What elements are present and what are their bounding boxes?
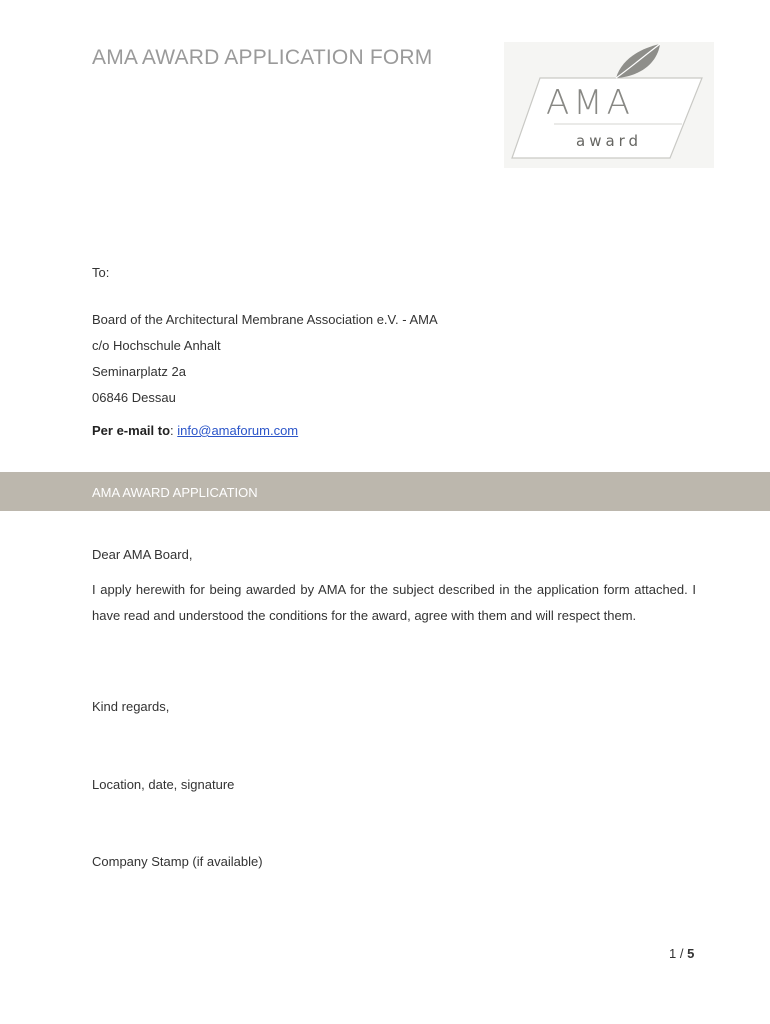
email-row [92, 423, 298, 438]
stamp-label: Company Stamp (if available) [92, 854, 263, 869]
signature-label: Location, date, signature [92, 777, 235, 792]
email-separator: : [170, 423, 174, 438]
svg-text:AMA: AMA [546, 83, 634, 123]
to-label: To: [92, 265, 110, 280]
email-label: Per e-mail to [92, 423, 171, 438]
page-separator: / [676, 946, 688, 961]
banner-title: AMA AWARD APPLICATION [92, 485, 258, 500]
recipient-line: Board of the Architectural Membrane Association e.V. - AMA [92, 312, 438, 327]
svg-text:award: award [576, 132, 643, 150]
email-link[interactable]: info@amaforum.com [177, 423, 299, 438]
recipient-line: 06846 Dessau [92, 390, 176, 405]
total-pages: 5 [687, 946, 695, 961]
ama-award-logo [504, 42, 714, 168]
section-banner [0, 472, 770, 511]
page-number [669, 946, 694, 961]
greeting: Dear AMA Board, [92, 547, 193, 562]
closing: Kind regards, [92, 699, 170, 714]
page-title: AMA AWARD APPLICATION FORM [92, 46, 433, 69]
letter-body: I apply herewith for being awarded by AMA for the subject described in the application form attached. I have read and understood the conditions for the award, agree with them and will respect them. [92, 582, 696, 623]
recipient-line: c/o Hochschule Anhalt [92, 338, 221, 353]
recipient-line: Seminarplatz 2a [92, 364, 186, 379]
current-page: 1 [669, 946, 677, 961]
